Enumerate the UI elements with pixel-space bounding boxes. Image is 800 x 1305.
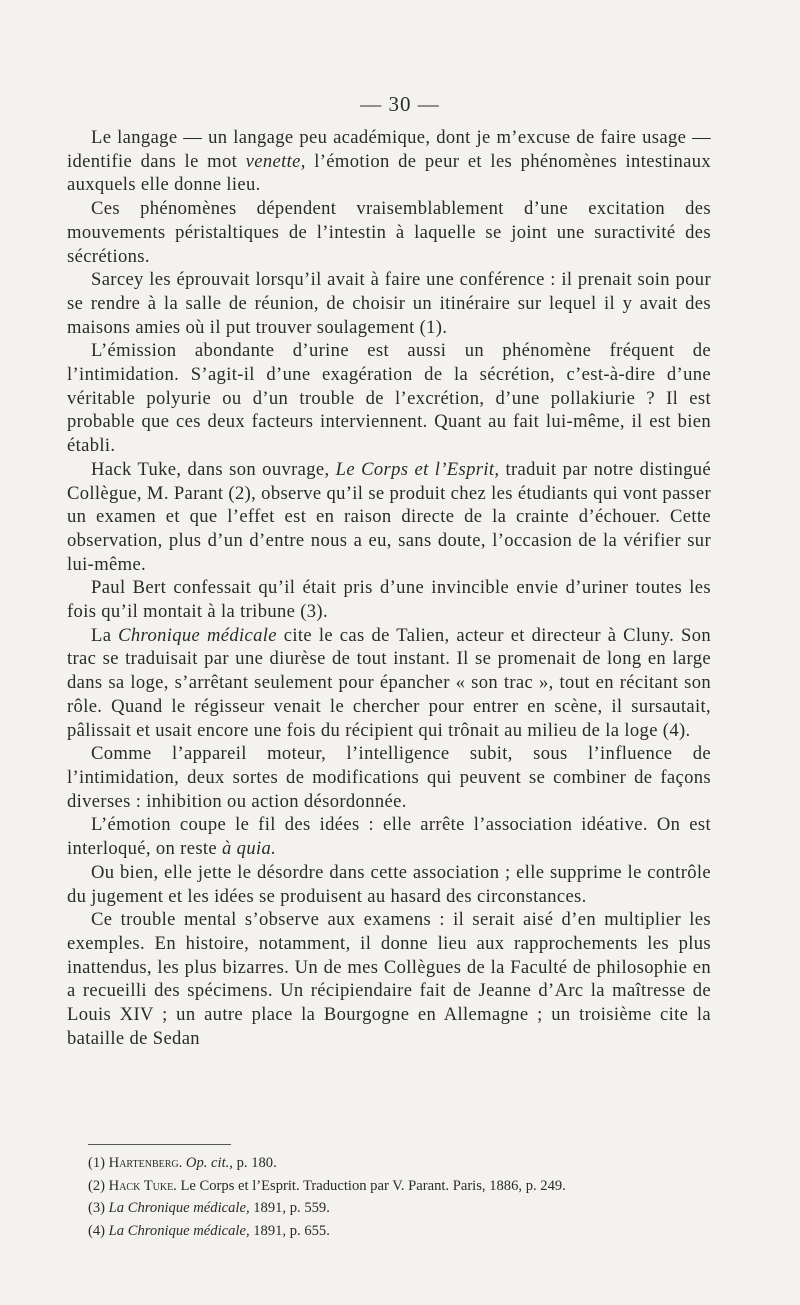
text-run-italic: La Chronique médicale, [108,1200,250,1217]
text-run: Ou bien, elle jette le désordre dans cette association ; elle supprime le contrôle du jugement et les idées se produisent au hasard des circonstances. [67,861,711,907]
paragraph [67,576,711,623]
footnote [88,1197,728,1220]
paragraph [67,339,711,458]
footnotes [88,1152,728,1243]
footnote-number: (2) [88,1177,109,1194]
text-run: Comme l’appareil moteur, l’intelligence subit, sous l’influence de l’intimidation, deux sortes de modifications qui peuvent se combiner de façons diverses : inhibition ou action désordonnée. [67,743,711,812]
text-run: L’émission abondante d’urine est aussi un phénomène fréquent de l’intimidation. S’agit-il d’une exagération de la sécrétion, c’est-à-dire d’une véritable polyurie ou d’un trouble de l’excrétion, d’une pollakiurie ? Il est probable que ces deux facteurs interviennent. Quant au fait lui-même, il est bien établi. [67,340,711,457]
paragraph [67,908,711,1050]
text-run: Hack Tuke, dans son ouvrage, [91,458,336,480]
paragraph [67,861,711,908]
text-run: cite le cas de Talien, acteur et directeur à Cluny. Son trac se traduisait par une diurèse de tout instant. Il se promenait de long en large dans sa loge, s’arrêtant seulement pour épancher « son trac », tout en récitant son rôle. Quand le régisseur venait le chercher pour entrer en scène, il sursautait, pâlissait et usait encore une fois du récipient qui trônait au milieu de la loge (4). [67,624,711,741]
text-run: 1891, p. 559. [249,1200,330,1217]
footnote-author: Hartenberg. [108,1155,183,1171]
text-run: L’émotion coupe le fil des idées : elle arrête l’association idéative. On est interloqué, on reste [67,814,711,860]
text-run: Ce trouble mental s’observe aux examens : il serait aisé d’en multiplier les exemples. En histoire, notamment, il donne lieu aux rapprochements les plus inattendus, les plus bizarres. Un de mes Collègues de la Faculté de philosophie en a recueilli des spécimens. Un récipiendaire fait de Jeanne d’Arc la maîtresse de Louis XIV ; un autre place la Bourgogne en Allemagne ; un troisième cite la bataille de Sedan [67,909,711,1049]
text-run-italic: Op. cit., [185,1155,233,1171]
paragraph [67,813,711,860]
footnote-number: (3) [88,1200,109,1217]
footnote-number: (1) [88,1155,109,1171]
paragraph [67,742,711,813]
text-run-italic: à quia. [222,838,277,860]
footnote [88,1152,728,1175]
paragraph [67,268,711,339]
paragraph [67,624,711,743]
paragraph [67,197,711,268]
text-run-italic: venette, [245,150,306,172]
text-run: Le langage — un langage peu académique, dont je m’excuse de faire usage — identifie dans le mot [67,127,711,172]
footnote [88,1175,728,1198]
text-run: l’émotion de peur et les phénomènes intestinaux auxquels elle donne lieu. [67,150,711,196]
paragraph [67,126,711,197]
text-run-italic: Chronique médicale [118,624,277,646]
text-run: traduit par notre distingué Collègue, M. Parant (2), observe qu’il se produit chez les étudiants qui vont passer un examen et que l’effet est en raison directe de la crainte d’échouer. Cette observation, plus d’un d’entre nous a eu, sans doute, l’occasion de la vérifier sur lui-même. [67,458,711,575]
page-number: — 30 — [360,92,440,116]
text-run: p. 180. [232,1155,277,1171]
text-run-italic: Le Corps et l’Esprit, [335,458,500,480]
text-run: Paul Bert confessait qu’il était pris d’une invincible envie d’uriner toutes les fois qu’il montait à la tribune (3). [67,577,711,623]
text-run: 1891, p. 655. [249,1223,330,1240]
body-text [67,126,711,1050]
text-run-italic: La Chronique médicale, [108,1223,250,1240]
footnote-number: (4) [88,1223,109,1240]
footnote-author: Hack Tuke. [108,1177,177,1194]
text-run: Sarcey les éprouvait lorsqu’il avait à faire une conférence : il prenait soin pour se rendre à la salle de réunion, de choisir un itinéraire sur lequel il y avait des maisons amies où il put trouver soulagement (1). [67,269,711,338]
text-run: Le Corps et l’Esprit. Traduction par V. Parant. Paris, 1886, p. 249. [176,1177,566,1194]
paragraph [67,458,711,577]
footnote [88,1220,728,1243]
text-run: La [91,624,119,646]
footnote-rule [88,1144,231,1145]
text-run: Ces phénomènes dépendent vraisemblablement d’une excitation des mouvements péristaltiques de l’intestin à laquelle se joint une suractivité des sécrétions. [67,198,711,267]
